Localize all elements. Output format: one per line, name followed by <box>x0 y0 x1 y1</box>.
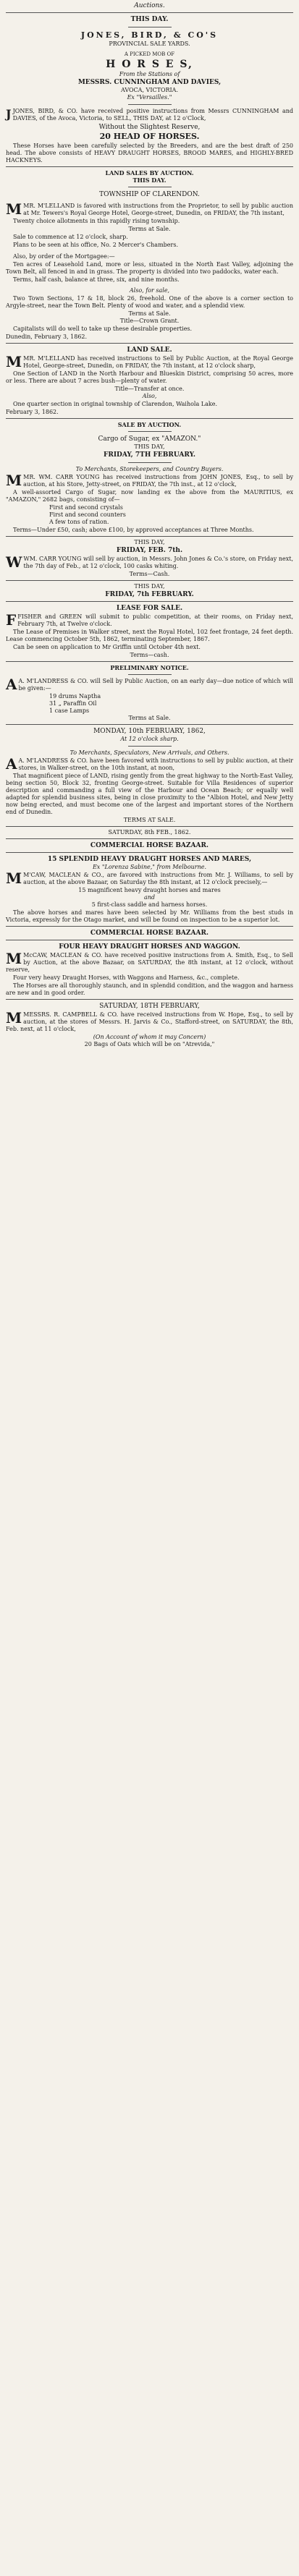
ad-p1: FFISHER and GREEN will submit to public competition, at their rooms, on Friday next, February 7th, at Twelve o'clock. <box>6 611 293 629</box>
ad-p2: The Lease of Premises in Walker street, next the Royal Hotel, 102 feet frontage, 24 feet depth. Lease commencing October 5th, 1862, terminating September, 1867. <box>6 629 293 642</box>
divider <box>6 724 293 725</box>
divider <box>128 104 172 105</box>
ad-title: COMMERCIAL HORSE BAZAAR. <box>90 930 209 937</box>
ad-terms: Terms—Cash. <box>129 571 170 577</box>
divider <box>6 580 293 581</box>
divider <box>6 12 293 13</box>
ad-p3: Title—Transfer at once. <box>114 386 185 392</box>
advert-land-sales <box>6 169 293 341</box>
ad-day: SATURDAY, 8th FEB., 1862. <box>108 829 191 836</box>
ad-i3: 1 case Lamps <box>49 707 90 714</box>
ad-p12: Capitalists will do well to take up these desirable properties. <box>13 326 193 332</box>
ad-p1: WWM. CARR YOUNG will sell by auction, in Messrs. John Jones & Co.'s store, on Friday next, the 7th day of Feb., at 12 o'clock, 100 casks whiting. <box>6 553 293 571</box>
ad-terms: Terms at Sale. <box>128 226 171 232</box>
ad-p2: Four very heavy Draught Horses, with Waggons and Harness, &c., complete. <box>13 974 240 981</box>
divider <box>6 661 293 662</box>
advert-preliminary <box>6 664 293 722</box>
ad-picked: A PICKED MOB OF <box>124 51 175 57</box>
ad-from: From the Stations of <box>119 71 180 77</box>
ad-to: To Merchants, Storekeepers, and Country Buyers. <box>75 466 224 472</box>
ad-day: FRIDAY, 7th FEBRUARY. <box>105 591 194 598</box>
divider <box>6 838 293 839</box>
ad-i1: 19 drums Naptha <box>49 693 101 700</box>
divider <box>6 601 293 602</box>
ad-p5: One quarter section in original township of Clarendon, Waihola Lake. <box>13 401 218 407</box>
divider <box>6 999 293 1000</box>
ad-sub: FOUR HEAVY DRAUGHT HORSES AND WAGGON. <box>59 943 240 951</box>
ad-p11: Title—Crown Grant. <box>119 318 180 324</box>
ad-p2: That magnificent piece of LAND, rising gently from the great highway to the North-East Valley, being section 50, Block 32, fronting George-street. Suitable for Villa Residences of superior description and commanding a full view of the Harbour and Ocean Beach; or equally well adapted for splendid business sites, being in close proximity to the "Albion Hotel, and New Jetty now being erected, and must become one of the largest and important stores of the Northern end of Dunedin. <box>6 773 293 815</box>
ad-terms: TERMS AT SALE. <box>123 817 176 823</box>
ad-title: SALE BY AUCTION. <box>117 421 182 428</box>
advert-lease <box>6 604 293 659</box>
ad-township: TOWNSHIP OF CLARENDON. <box>99 191 200 198</box>
ad-firm: JONES, BIRD, & CO'S <box>80 30 219 40</box>
advert-land-monday <box>6 727 293 824</box>
ad-to: To Merchants, Speculators, New Arrivals, and Others. <box>70 749 229 756</box>
ad-p1: M M'CAW, MACLEAN & CO., are favored with instructions from Mr. J. Williams, to sell by auction, at the above Bazaar, on Saturday the 8th instant, at 12 o'clock precisely,— <box>6 870 293 887</box>
ad-p5: A few tons of ration. <box>49 519 109 525</box>
ad-day: FRIDAY, 7TH FEBRUARY. <box>103 451 196 459</box>
ad-this-day: THIS DAY. <box>130 16 169 23</box>
divider <box>6 852 293 853</box>
divider <box>128 462 172 463</box>
ad-p2: A well-assorted Cargo of Sugar, now landing ex the above from the MAURITIUS, ex "AMAZON," 2682 bags, consisting of— <box>6 489 293 503</box>
ad-p3: First and second crystals <box>49 504 123 511</box>
divider <box>128 674 172 675</box>
ad-title: LEASE FOR SALE. <box>116 605 183 612</box>
ad-reserve: Without the Slightest Reserve, <box>98 124 201 131</box>
ad-p3: 20 Bags of Oats which will be on "Atrevida," <box>84 1041 215 1047</box>
divider <box>6 536 293 537</box>
ad-yards: PROVINCIAL SALE YARDS. <box>109 41 190 47</box>
ad-p5: Also, by order of the Mortgagee:— <box>13 253 115 260</box>
ad-p2: 15 magnificent heavy draught horses and mares <box>78 887 221 893</box>
ad-ex: Ex "Lorenza Sabine," from Melbourne. <box>92 864 207 870</box>
ad-p4: The above horses and mares have been selected by Mr. Williams from the best studs in Victoria, expressly for the Otago market, and will be found on inspection to be a superior lot. <box>6 909 293 923</box>
ad-p3: Can be seen on application to Mr Griffin until October 4th next. <box>13 644 201 650</box>
advert-oats <box>6 1002 293 1048</box>
ad-sub: Cargo of Sugar, ex "AMAZON." <box>98 435 201 443</box>
advert-sugar-sale <box>6 421 293 534</box>
ad-this-day: THIS DAY, <box>134 583 165 590</box>
ad-p10: Terms at Sale. <box>128 310 171 317</box>
ad-i2: 31 „ Paraffin Oil <box>49 700 97 707</box>
ad-title: LAND SALES BY AUCTION. <box>105 169 194 177</box>
divider <box>128 746 172 747</box>
divider <box>6 343 293 344</box>
ad-day: MONDAY, 10th FEBRUARY, 1862, <box>93 728 206 735</box>
ad-p6: Terms—Under £50, cash; above £100, by approved acceptances at Three Months. <box>13 527 254 533</box>
ad-p1: MMR. M'LELLAND is favored with instructions from the Proprietor, to sell by public auction at Mr. Tewers's Royal George Hotel, George-street, Dunedin, on FRIDAY, the 7th instant, <box>6 200 293 218</box>
ad-terms: Terms at Sale. <box>128 715 171 721</box>
ad-sub: 15 SPLENDID HEAVY DRAUGHT HORSES AND MARES, <box>47 856 252 863</box>
ad-title: COMMERCIAL HORSE BAZAAR. <box>90 842 209 849</box>
advert-whiting <box>6 539 293 578</box>
ad-date: Dunedin, February 3, 1862. <box>6 333 88 340</box>
ad-p1: MMR. WM. CARR YOUNG has received instructions from JOHN JONES, Esq., to sell by auction, at his Store, Jetty-street, on FRIDAY, the 7th inst., at 12 o'clock, <box>6 472 293 489</box>
ad-p2: One Section of LAND in the North Harbour and Blueskin District, comprising 50 acres, more or less. There are about 7 acres bush—plenty of water. <box>6 370 293 384</box>
ad-p3: The Horses are all thoroughly staunch, and in splendid condition, and the waggon and harness are new and in good order. <box>6 982 293 996</box>
ad-title: PRELIMINARY NOTICE. <box>110 664 189 671</box>
ad-p1: MMESSRS. R. CAMPBELL & CO. have received instructions from W. Hope, Esq., to sell by auction, at the stores of Messrs. H. Jarvis & Co., Stafford-street, on SATURDAY, the 8th, Feb. next, at 11 o'clock, <box>6 1009 293 1032</box>
advert-horses <box>6 15 293 164</box>
ad-p2: (On Account of whom it may Concern) <box>93 1034 206 1040</box>
ad-p1: A A. M'LANDRESS & CO. have been favored with instructions to sell by public auction, at their stores, in Walker-street, on the 10th instant, at noon, <box>6 755 293 773</box>
ad-this-day: THIS DAY. <box>132 177 167 184</box>
ad-p2: Twenty choice allotments in this rapidly rising township. <box>13 218 180 224</box>
ad-p1: M McCAW, MACLEAN & CO. have received positive instructions from A. Smith, Esq., to Sell by Auction, at the above Bazaar, on SATURDAY, the 8th instant, at 12 o'clock, without reserve, <box>6 950 293 973</box>
ad-p8: Also, for sale, <box>129 287 170 294</box>
divider <box>6 826 293 827</box>
section-heading: Auctions. <box>134 2 165 9</box>
ad-p3: 5 first-class saddle and harness horses. <box>91 901 208 908</box>
ad-date: February 3, 1862. <box>6 409 59 415</box>
ad-title: LAND SALE. <box>127 347 172 354</box>
ad-this-day: THIS DAY, <box>134 539 165 545</box>
ad-owners: MESSRS. CUNNINGHAM AND DAVIES, <box>77 79 222 86</box>
advert-horse-bazaar <box>6 829 293 924</box>
ad-p4: Also, <box>142 393 157 399</box>
ad-head: 20 HEAD OF HORSES. <box>99 132 200 141</box>
ad-day: SATURDAY, 18TH FEBRUARY, <box>99 1003 200 1010</box>
ad-p3: Sale to commence at 12 o'clock, sharp. <box>13 234 128 240</box>
ad-body: JJONES, BIRD, & CO. have received positive instructions from Messrs CUNNINGHAM and DAVIES, of the Avoca, Victoria, to SELL, THIS DAY, at 12 o'Clock, <box>6 107 293 122</box>
ad-this-day: THIS DAY, <box>134 443 165 450</box>
ad-footer: These Horses have been carefully selected by the Breeders, and are the best draft of 250 head. The above consists of HEAVY DRAUGHT HORSES, BROOD MARES, and HIGHLY-BRED HACKNEYS. <box>6 143 293 163</box>
ad-p9: Two Town Sections, 17 & 18, block 26, freehold. One of the above is a corner section to Argyle-street, near the Town Belt. Plenty of wood and water, and a splendid view. <box>6 295 293 309</box>
ad-p7: Terms, half cash, balance at three, six, and nine months. <box>13 276 180 283</box>
ad-p6: Ten acres of Leasehold Land, more or less, situated in the North East Valley, adjoining the Town Belt, all fenced in and in grass. The property is divided into two paddocks, water each. <box>6 261 293 275</box>
ad-ex: Ex "Versailles." <box>127 94 172 101</box>
ad-and: and <box>143 894 156 901</box>
ad-place: AVOCA, VICTORIA. <box>120 87 178 93</box>
divider <box>6 926 293 927</box>
ad-p4: Plans to be seen at his office, No. 2 Mercer's Chambers. <box>13 242 178 248</box>
ad-p4: First and second counters <box>49 511 126 518</box>
ad-terms: Terms—cash. <box>130 652 169 658</box>
newspaper-column <box>0 0 299 1048</box>
ad-p1: A A. M'LANDRESS & CO. will Sell by Public Auction, on an early day—due notice of which will be given:— <box>6 676 293 693</box>
ad-day: FRIDAY, FEB. 7th. <box>116 547 183 554</box>
advert-horses-waggon <box>6 929 293 997</box>
divider <box>6 166 293 167</box>
ad-time: At 12 o'clock sharp. <box>120 736 179 742</box>
ad-p1: MMR. M'LELLAND has received instructions to Sell by Public Auction, at the Royal George Hotel, George-street, Dunedin, on FRIDAY, the 7th instant, at 12 o'clock sharp, <box>6 353 293 370</box>
ad-horses: H O R S E S, <box>106 59 193 70</box>
advert-this-day <box>6 583 293 599</box>
divider <box>128 431 172 432</box>
advert-land-sale <box>6 346 293 416</box>
divider <box>6 418 293 419</box>
